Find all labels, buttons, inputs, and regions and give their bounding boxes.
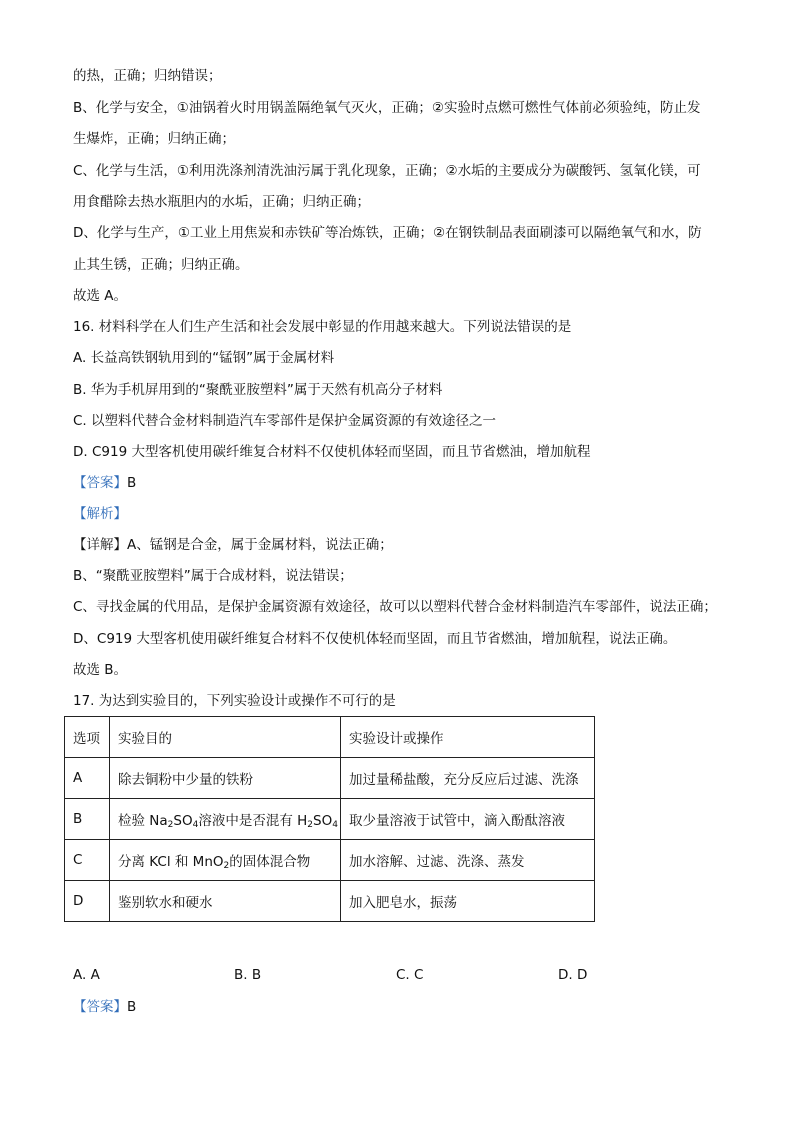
goal-text: 检验 Na: [118, 812, 168, 829]
prev-line-4: C、化学与生活，①利用洗涤剂清洗油污属于乳化现象，正确；②水垢的主要成分为碳酸钙、氢氧化镁，可: [73, 163, 701, 179]
row-option: D: [65, 881, 110, 922]
q16-detail-2: B、“聚酰亚胺塑料”属于合成材料，说法错误；: [73, 568, 353, 584]
table-row: [65, 881, 595, 922]
goal-text: SO: [173, 812, 193, 829]
table-header-row: [65, 717, 595, 758]
header-method: 实验设计或操作: [341, 717, 595, 758]
subscript: 2: [167, 819, 174, 830]
q16-option-a: A. 长益高铁钢轨用到的“锰钢”属于金属材料: [73, 350, 335, 366]
prev-line-7: 止其生锈，正确；归纳正确。: [73, 257, 249, 273]
answer-value: B: [127, 475, 137, 491]
analysis-tag: 【解析】: [73, 506, 127, 522]
q16-conclusion: 故选 B。: [73, 662, 128, 678]
goal-text: 溶液中是否混有 H: [198, 812, 308, 829]
goal-text: SO: [313, 812, 333, 829]
q17-option-a: A. A: [73, 967, 100, 983]
q16-detail-1: [73, 535, 393, 555]
subscript: 4: [192, 819, 199, 830]
q16-analysis-heading: [73, 504, 127, 524]
row-goal: [110, 840, 341, 881]
answer-tag: 【答案】: [73, 475, 127, 491]
row-option: C: [65, 840, 110, 881]
row-method: 加过量稀盐酸，充分反应后过滤、洗涤: [341, 758, 595, 799]
q16-detail-3: C、寻找金属的代用品，是保护金属资源有效途径，故可以以塑料代替合金材料制造汽车零部件，说法正确；: [73, 599, 717, 615]
q16-option-d: D. C919 大型客机使用碳纤维复合材料不仅使机体轻而坚固，而且节省燃油，增加航程: [73, 444, 591, 460]
prev-line-5: 用食醋除去热水瓶胆内的水垢，正确；归纳正确；: [73, 194, 370, 210]
prev-conclusion: 故选 A。: [73, 288, 128, 304]
subscript: 2: [223, 860, 230, 871]
detail-tag: 【详解】: [73, 537, 127, 553]
detail-text: A、锰钢是合金，属于金属材料，说法正确；: [127, 537, 393, 553]
subscript: 2: [307, 819, 314, 830]
row-option: B: [65, 799, 110, 840]
q16-option-b: B. 华为手机屏用到的“聚酰亚胺塑料”属于天然有机高分子材料: [73, 382, 443, 398]
q16-stem: 16. 材料科学在人们生产生活和社会发展中彰显的作用越来越大。下列说法错误的是: [73, 319, 572, 335]
q17-stem: 17. 为达到实验目的，下列实验设计或操作不可行的是: [73, 693, 396, 709]
table-row: [65, 840, 595, 881]
row-goal: 除去铜粉中少量的铁粉: [110, 758, 341, 799]
row-goal: [110, 799, 341, 840]
prev-line-3: 生爆炸，正确；归纳正确；: [73, 131, 235, 147]
row-goal: 鉴别软水和硬水: [110, 881, 341, 922]
row-method: 加入肥皂水，振荡: [341, 881, 595, 922]
q17-answer: [73, 997, 136, 1017]
q17-table: [64, 716, 595, 922]
header-goal: 实验目的: [110, 717, 341, 758]
subscript: 4: [332, 819, 338, 830]
q17-option-b: B. B: [234, 967, 262, 983]
q16-answer: [73, 473, 136, 493]
prev-line-1: 的热，正确；归纳错误；: [73, 68, 222, 84]
table-row: [65, 758, 595, 799]
q16-detail-4: D、C919 大型客机使用碳纤维复合材料不仅使机体轻而坚固，而且节省燃油，增加航程，说法正确。: [73, 631, 677, 647]
goal-text: 的固体混合物: [229, 853, 311, 870]
q16-option-c: C. 以塑料代替合金材料制造汽车零部件是保护金属资源的有效途径之一: [73, 413, 497, 429]
header-option: 选项: [65, 717, 110, 758]
row-method: 取少量溶液于试管中，滴入酚酞溶液: [341, 799, 595, 840]
answer-tag: 【答案】: [73, 999, 127, 1015]
q17-option-d: D. D: [558, 967, 588, 983]
prev-line-6: D、化学与生产，①工业上用焦炭和赤铁矿等冶炼铁，正确；②在钢铁制品表面刷漆可以隔绝氧气和水，防: [73, 225, 702, 241]
table-row: [65, 799, 595, 840]
prev-line-2: B、化学与安全，①油锅着火时用锅盖隔绝氧气灭火，正确；②实验时点燃可燃性气体前必须验纯，防止发: [73, 100, 701, 116]
answer-value: B: [127, 999, 137, 1015]
row-option: A: [65, 758, 110, 799]
goal-text: 分离 KCl 和 MnO: [118, 853, 224, 870]
row-method: 加水溶解、过滤、洗涤、蒸发: [341, 840, 595, 881]
q17-option-c: C. C: [396, 967, 424, 983]
